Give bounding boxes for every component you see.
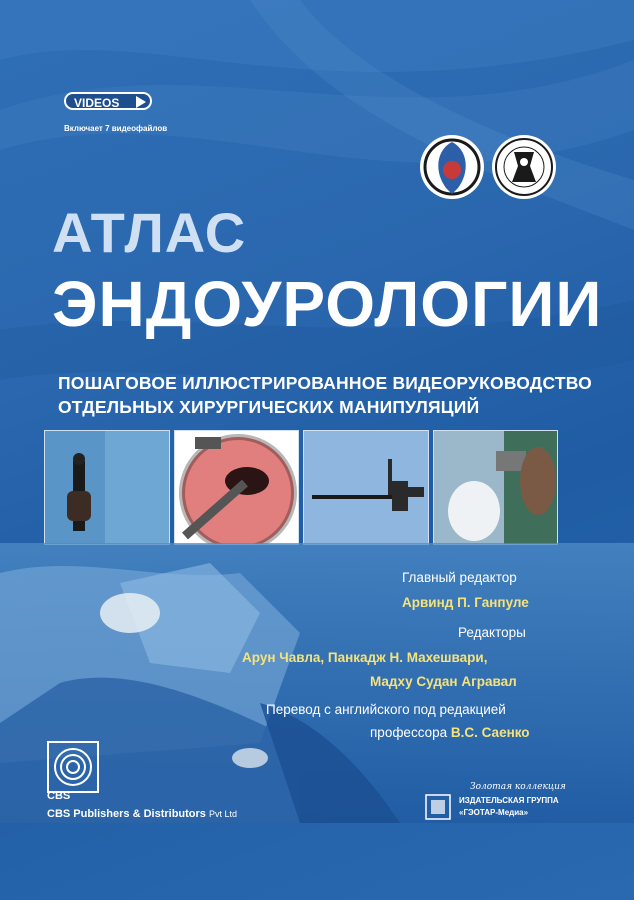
photo-endoscope: [44, 430, 170, 545]
society-seal-icon: [492, 135, 556, 199]
cbs-suffix: Pvt Ltd: [208, 809, 237, 819]
videos-label: VIDEOS: [74, 96, 120, 110]
subtitle: [58, 371, 592, 419]
geotar-script: Золотая коллекция: [470, 782, 566, 792]
society-emblem-icon: [420, 135, 484, 199]
translation-prefix: профессора: [370, 725, 448, 740]
translation-name: В.С. Саенко: [450, 725, 530, 740]
photo-endoscopic-view: [174, 430, 300, 545]
photo-strip: [44, 430, 558, 543]
subtitle-line1: ПОШАГОВОЕ ИЛЛЮСТРИРОВАННОЕ ВИДЕОРУКОВОДСТВО: [58, 373, 592, 393]
play-icon: [136, 96, 146, 108]
editors-line1: Арун Чавла, Панкадж Н. Махешвари,: [242, 650, 488, 665]
society-logos: [414, 132, 562, 202]
translation-line1: Перевод с английского под редакцией: [266, 702, 506, 717]
videos-note: Включает 7 видеофайлов: [64, 124, 168, 133]
chief-editor-label: Главный редактор: [402, 570, 517, 585]
subtitle-line2: ОТДЕЛЬНЫХ ХИРУРГИЧЕСКИХ МАНИПУЛЯЦИЙ: [58, 397, 480, 417]
translation-line2: [370, 725, 530, 740]
videos-badge: [64, 92, 152, 110]
cbs-full-name: CBS Publishers & Distributors: [47, 808, 206, 820]
photo-procedure: [433, 430, 559, 545]
chief-editor-name: Арвинд П. Ганпуле: [402, 595, 529, 610]
editors-label: Редакторы: [458, 625, 526, 640]
cbs-short: CBS: [47, 790, 71, 802]
photo-instrument: [303, 430, 429, 545]
geotar-line2: «ГЭОТАР-Медиа»: [459, 808, 529, 817]
cbs-logo-icon: [46, 740, 100, 794]
cbs-full: [47, 808, 237, 820]
title-line1: АТЛАС: [52, 201, 247, 264]
geotar-line1: ИЗДАТЕЛЬСКАЯ ГРУППА: [459, 796, 559, 805]
title-line2: ЭНДОУРОЛОГИИ: [52, 268, 603, 340]
editors-line2: Мадху Судан Агравал: [370, 674, 517, 689]
